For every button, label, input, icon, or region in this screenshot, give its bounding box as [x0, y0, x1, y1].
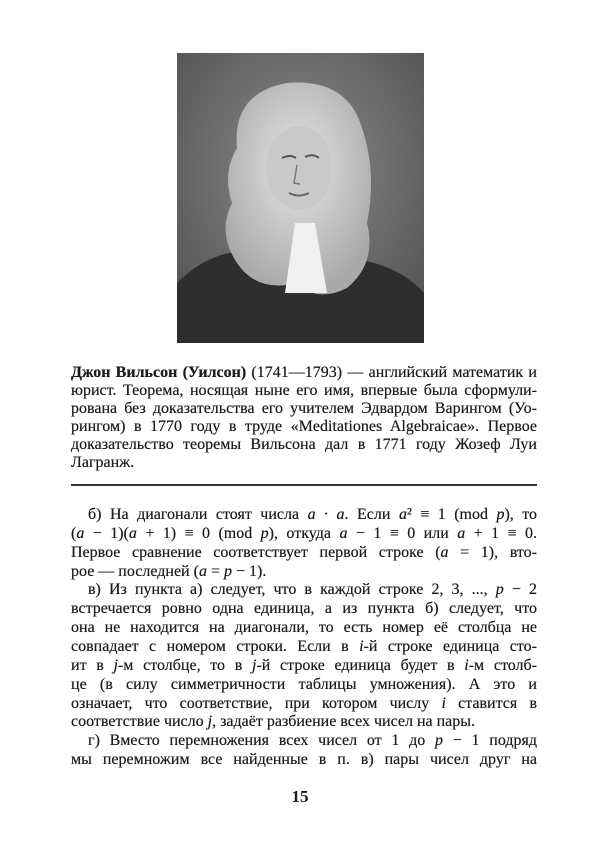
math-symbol: a: [339, 524, 348, 542]
text-run: Джон Вильсон (Уилсон): [71, 364, 247, 381]
math-symbol: i: [441, 694, 446, 712]
body-line: [71, 638, 537, 656]
math-symbol: a: [398, 506, 407, 523]
text-run: = 1), вто-: [448, 543, 537, 561]
text-run: юрист. Теорема, носящая ныне его имя, впервые была сформули-: [71, 382, 537, 399]
text-run: , задаёт разбиение всех чисел на пары.: [212, 713, 476, 731]
math-symbol: a: [128, 524, 137, 542]
text-run: Лагранж.: [71, 454, 135, 471]
text-run: совпадает с номером строки. Если в: [71, 637, 360, 655]
math-symbol: a: [198, 562, 207, 580]
text-run: − 1 подряд: [443, 732, 537, 750]
text-run: Первое сравнение соответствует первой строке (: [71, 543, 441, 561]
body-line: [71, 525, 537, 543]
text-run: ит в: [71, 656, 114, 674]
body-line: [71, 751, 537, 769]
caption-line: [71, 418, 537, 436]
text-run: мы перемножим все найденные в п. в) пары чисел друг на: [71, 751, 537, 769]
text-run: − 1 ≡ 0 или: [347, 524, 458, 542]
text-run: ставится в: [445, 694, 537, 712]
text-run: -й строке единица будет в: [256, 656, 465, 674]
math-symbol: j: [207, 713, 213, 731]
page-number: 15: [291, 787, 309, 806]
text-run: доказательство теоремы Вильсона дал в 1771 году Жозеф Луи: [71, 436, 537, 453]
body-line: [88, 506, 537, 524]
text-run: − 1).: [231, 562, 267, 580]
text-run: соответствие число: [71, 713, 208, 731]
body-line: [71, 676, 537, 694]
text-run: -й строке единица сто-: [363, 637, 538, 655]
text-run: -м столб-: [468, 656, 537, 674]
body-line: [71, 713, 537, 731]
text-run: =: [206, 562, 224, 580]
text-run: она не находится на диагонали, то есть номер её столбца не: [71, 619, 537, 637]
math-symbol: a: [440, 543, 449, 561]
caption-line: [71, 364, 537, 382]
body-line: [71, 619, 537, 637]
text-run: рингом) в 1770 году в труде «Meditationes Algebraicae». Первое: [71, 418, 537, 435]
body-line: [71, 544, 537, 562]
text-run: це (в силу симметричности таблицы умножения). А это и: [71, 675, 537, 693]
separator-rule: [71, 484, 537, 486]
text-run: . Если: [344, 506, 399, 523]
body-line: [71, 563, 537, 581]
text-run: г) Вместо перемножения всех чисел от 1 до: [88, 732, 436, 750]
math-symbol: p: [435, 732, 444, 750]
text-run: встречается ровно одна единица, а из пункта б) следует, что: [71, 600, 537, 618]
text-run: (1741—1793) — английский математик и: [246, 364, 537, 381]
text-run: ), то: [504, 506, 538, 523]
text-run: означает, что соответствие, при котором числу: [71, 694, 442, 712]
math-symbol: a · a: [307, 506, 345, 523]
math-symbol: p: [496, 506, 505, 523]
caption-line: [71, 436, 537, 454]
text-run: + 1 ≡ 0.: [465, 524, 538, 542]
text-run: рована без доказательства его учителем Эдвардом Варингом (Уо-: [71, 400, 537, 417]
text-run: − 1)(: [84, 524, 129, 542]
math-symbol: p: [495, 581, 504, 599]
caption-line: [71, 400, 537, 418]
math-symbol: i: [464, 656, 469, 674]
body-line: [71, 657, 537, 675]
caption-line: [71, 454, 537, 472]
text-run: (: [71, 524, 77, 542]
text-run: ² ≡ 1 (mod: [406, 506, 497, 523]
math-symbol: j: [113, 656, 118, 674]
math-symbol: p: [260, 524, 269, 542]
body-line: [88, 581, 537, 599]
portrait-john-wilson: [177, 53, 424, 343]
math-symbol: i: [359, 637, 364, 655]
math-symbol: p: [223, 562, 232, 580]
text-run: − 2: [503, 581, 537, 599]
text-run: + 1) ≡ 0 (mod: [136, 524, 261, 542]
text-run: -м столбце, то в: [117, 656, 252, 674]
body-line: [71, 695, 537, 713]
math-symbol: a: [76, 524, 85, 542]
math-symbol: a: [457, 524, 466, 542]
math-symbol: j: [251, 656, 257, 674]
body-line: [88, 732, 537, 750]
text-run: б) На диагонали стоят числа: [88, 506, 308, 523]
text-run: ), откуда: [268, 524, 340, 542]
text-run: в) Из пункта а) следует, что в каждой строке 2, 3, ...,: [88, 581, 496, 599]
body-line: [71, 600, 537, 618]
caption-line: [71, 382, 537, 400]
text-run: рое — последней (: [71, 562, 199, 580]
